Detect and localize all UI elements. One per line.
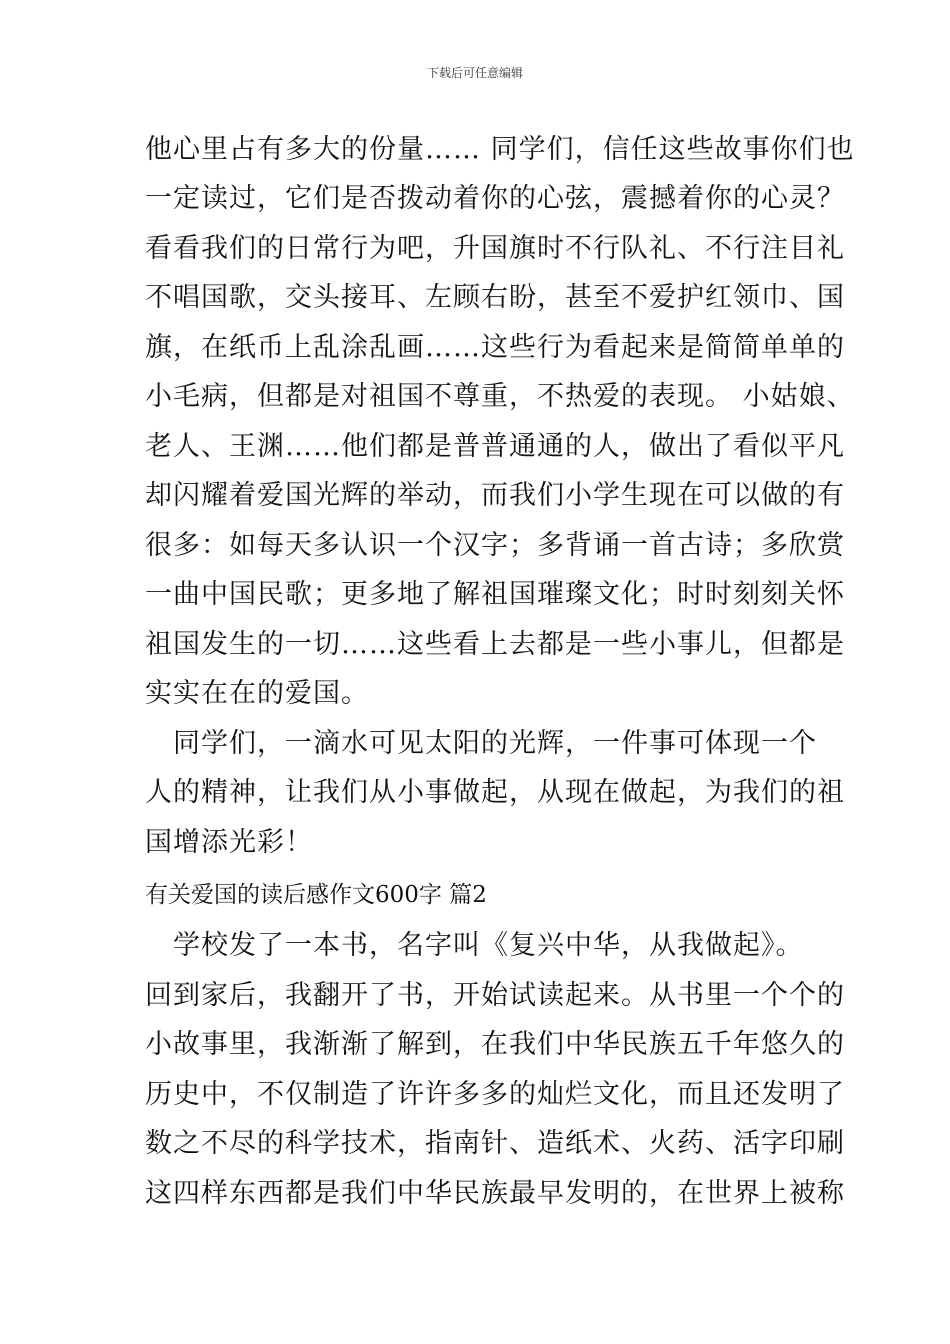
text-line: 小毛病，但都是对祖国不尊重，不热爱的表现。 小姑娘、 bbox=[145, 381, 855, 412]
text-line: 学校发了一本书，名字叫《复兴中华，从我做起》。 bbox=[145, 930, 804, 961]
text-line: 旗，在纸币上乱涂乱画……这些行为看起来是简简单单的 bbox=[145, 332, 845, 363]
text-line: 看看我们的日常行为吧，升国旗时不行队礼、不行注目礼 bbox=[145, 233, 845, 264]
text-line: 这四样东西都是我们中华民族最早发明的，在世界上被称 bbox=[145, 1178, 845, 1209]
text-line: 实实在在的爱国。 bbox=[145, 678, 369, 709]
text-line: 回到家后，我翻开了书，开始试读起来。从书里一个个的 bbox=[145, 980, 845, 1011]
text-line: 不唱国歌，交头接耳、左顾右盼，甚至不爱护红领巾、国 bbox=[145, 282, 845, 313]
text-line: 很多：如每天多认识一个汉字；多背诵一首古诗；多欣赏 bbox=[145, 530, 845, 561]
text-line: 却闪耀着爱国光辉的举动，而我们小学生现在可以做的有 bbox=[145, 480, 845, 511]
text-line: 同学们，一滴水可见太阳的光辉，一件事可体现一个 bbox=[145, 728, 817, 759]
section-heading: 有关爱国的读后感作文600字 篇2 bbox=[145, 882, 487, 908]
text-line: 他心里占有多大的份量…… 同学们，信任这些故事你们也 bbox=[145, 134, 855, 165]
text-line: 国增添光彩！ bbox=[145, 827, 313, 858]
text-line: 老人、王渊……他们都是普普通通的人，做出了看似平凡 bbox=[145, 431, 845, 462]
text-line: 人的精神，让我们从小事做起，从现在做起，为我们的祖 bbox=[145, 777, 845, 808]
text-line: 一定读过，它们是否拨动着你的心弦，震撼着你的心灵？ bbox=[145, 183, 845, 214]
text-line: 历史中，不仅制造了许许多多的灿烂文化，而且还发明了 bbox=[145, 1079, 845, 1110]
text-line: 一曲中国民歌；更多地了解祖国璀璨文化；时时刻刻关怀 bbox=[145, 579, 845, 610]
text-line: 祖国发生的一切……这些看上去都是一些小事儿，但都是 bbox=[145, 629, 845, 660]
page-header-note: 下载后可任意编辑 bbox=[426, 66, 523, 80]
text-line: 小故事里，我渐渐了解到，在我们中华民族五千年悠久的 bbox=[145, 1029, 845, 1060]
text-line: 数之不尽的科学技术，指南针、造纸术、火药、活字印刷 bbox=[145, 1128, 845, 1159]
